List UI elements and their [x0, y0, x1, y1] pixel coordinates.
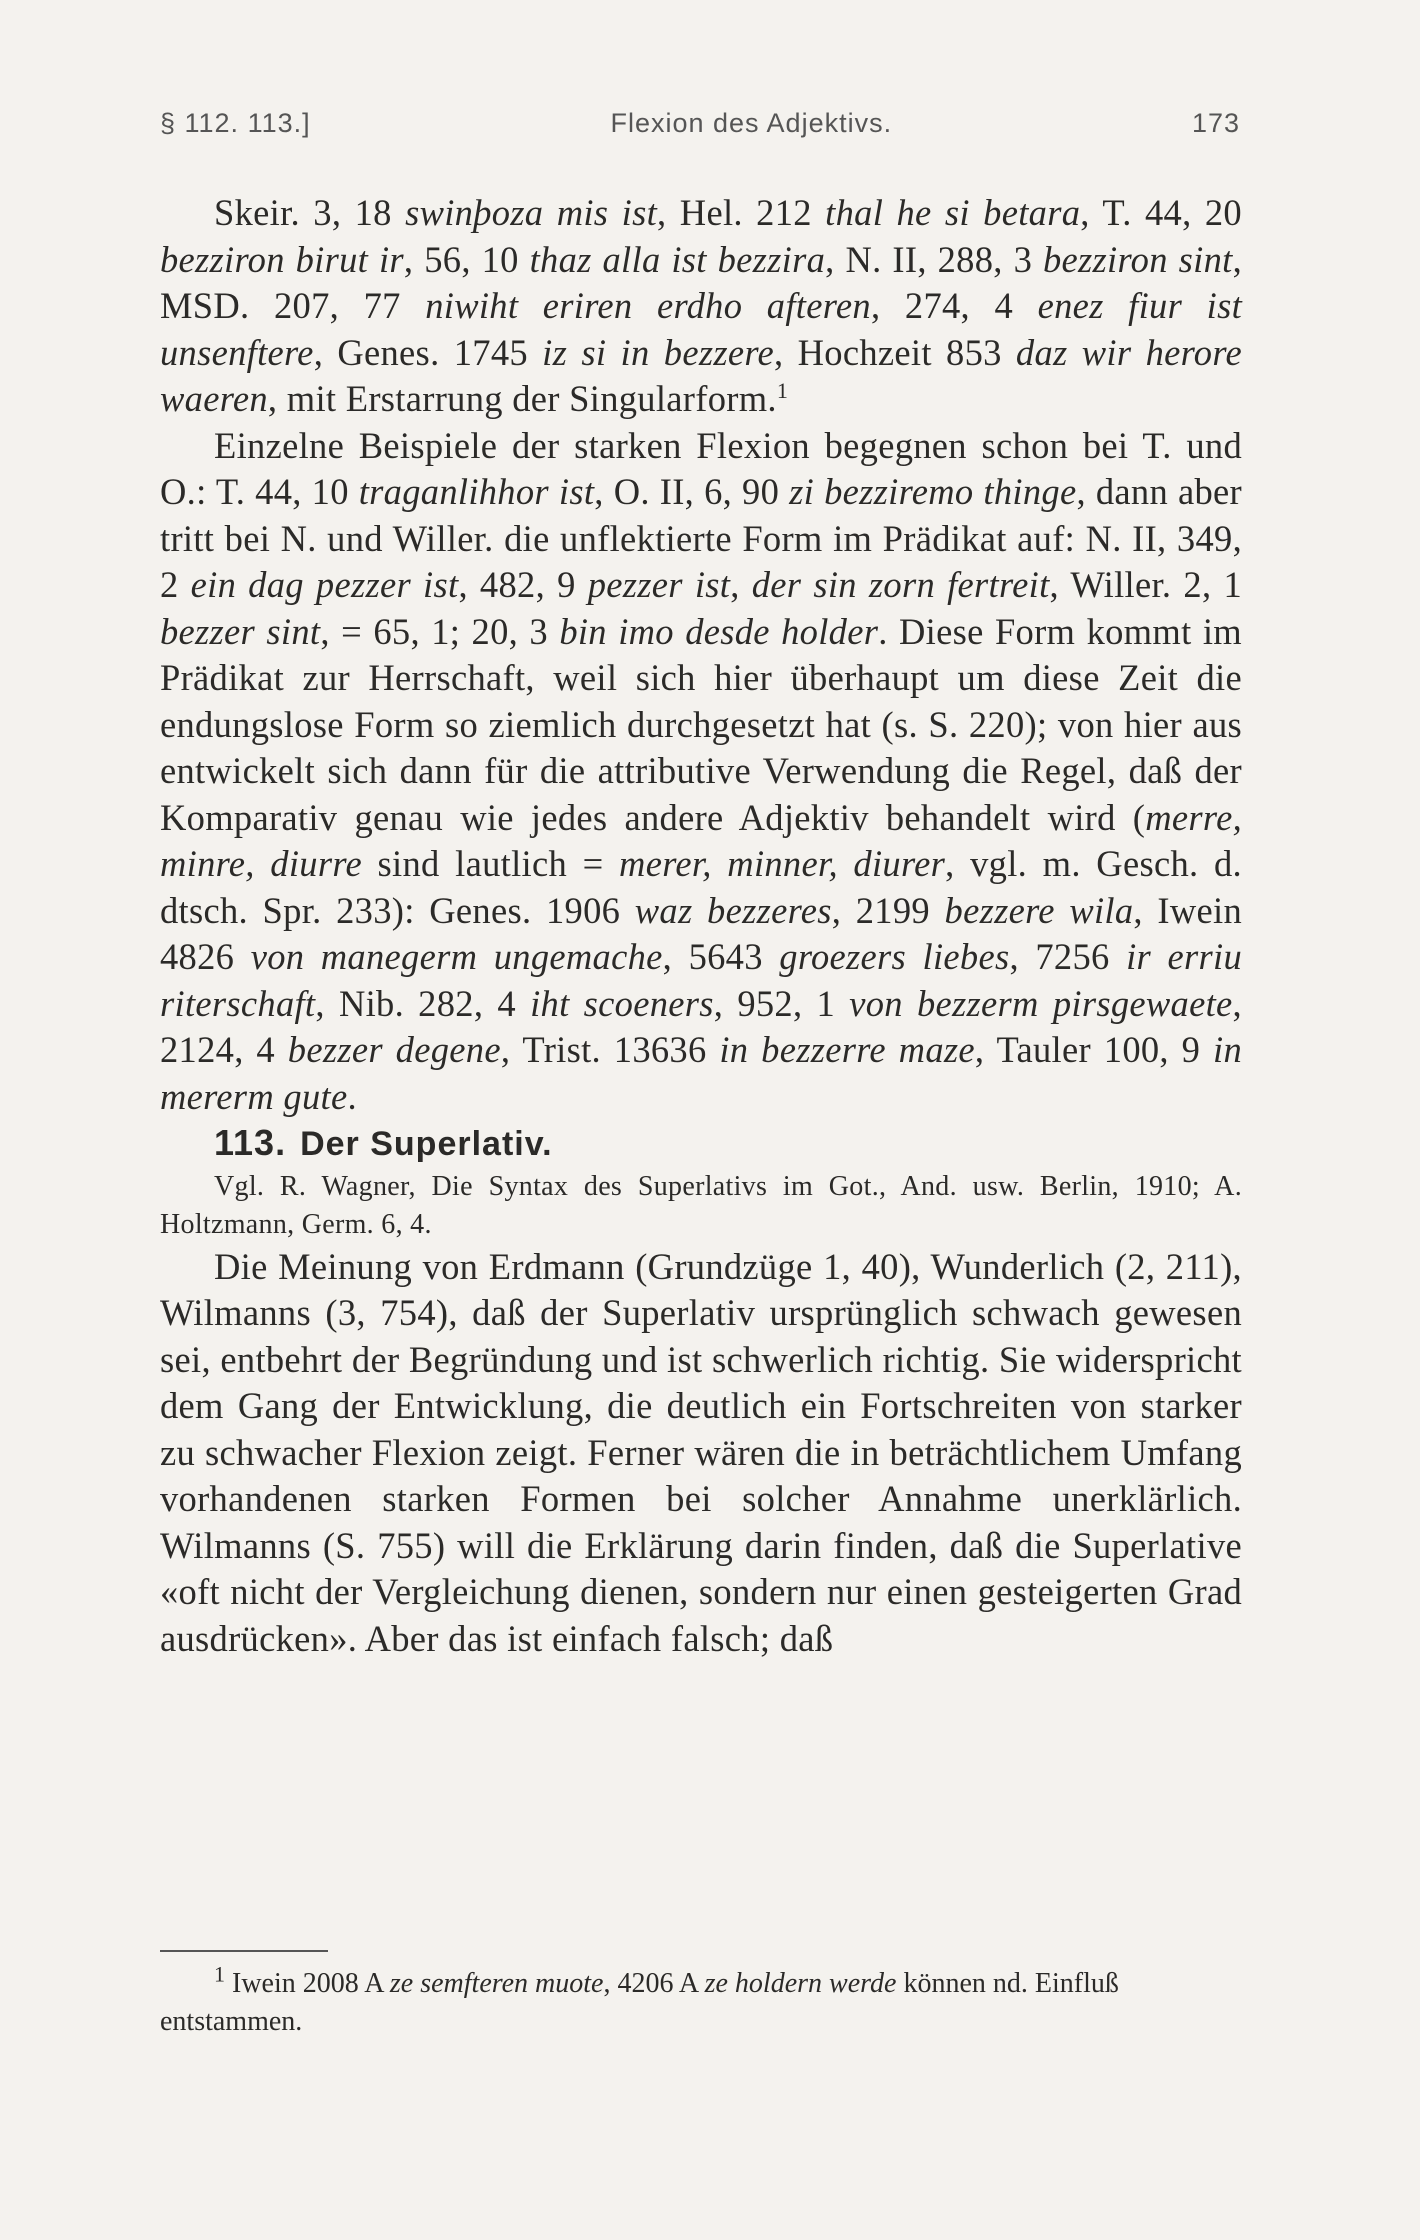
footnote-marker: 1: [776, 377, 789, 403]
footnote-divider: [160, 1950, 328, 1952]
page-body: [160, 190, 1242, 1662]
page-number: 173: [1191, 108, 1240, 138]
section-number: 113.: [214, 1122, 287, 1163]
header-section-ref: § 112. 113.]: [160, 108, 311, 138]
literature-reference: Vgl. R. Wagner, Die Syntax des Superlativs im Got., And. usw. Berlin, 1910; A. Holtzmann, Germ. 6, 4.: [160, 1170, 1242, 1240]
footnote-number: 1: [214, 1961, 225, 1987]
running-header: [160, 108, 1240, 139]
paragraph-superlative: Die Meinung von Erdmann (Grundzüge 1, 40), Wunderlich (2, 211), Wilmanns (3, 754), daß der Superlativ ursprünglich schwach gewesen sei, entbehrt der Begründung und ist schwerlich richtig. Sie widerspricht dem Gang der Entwicklung, die deutlich ein Fortschreiten von starker zu schwacher Flexion zeigt. Ferner wären die in beträchtlichem Umfang vorhandenen starken Formen bei solcher Annahme unerklärlich. Wilmanns (S. 755) will die Erklärung darin finden, daß die Superlative «oft nicht der Vergleichung dienen, sondern nur einen gesteigerten Grad ausdrücken». Aber das ist einfach falsch; daß: [160, 1245, 1242, 1659]
footnote: $^1$ Iwein 2008 A ze semfteren muote, 4206 A ze holdern werde können nd. Einfluß entstammen.: [160, 1961, 1119, 2037]
paragraph-examples-weak: Skeir. 3, 18 swinþoza mis ist, Hel. 212 thal he si betara, T. 44, 20 bezziron birut ir, 56, 10 thaz alla ist bezzira, N. II, 288, 3 bezziron sint, MSD. 207, 77 niwiht eriren erdho afteren, 274, 4 enez fiur ist unsenftere, Genes. 1745 iz si in bezzere, Hochzeit 853 daz wir herore waeren, mit Erstarrung der Singularform.$^1$: [160, 192, 1243, 419]
paragraph-strong-flexion: Einzelne Beispiele der starken Flexion begegnen schon bei T. und O.: T. 44, 10 traganlihhor ist, O. II, 6, 90 zi bezziremo thinge, dann aber tritt bei N. und Willer. die unflektierte Form im Prädikat auf: N. II, 349, 2 ein dag pezzer ist, 482, 9 pezzer ist, der sin zorn fertreit, Willer. 2, 1 bezzer sint, = 65, 1; 20, 3 bin imo desde holder. Diese Form kommt im Prädikat zur Herrschaft, weil sich hier überhaupt um diese Zeit die endungslose Form so ziemlich durchgesetzt hat (s. S. 220); von hier aus entwickelt sich dann für die attributive Verwendung die Regel, daß der Komparativ genau wie jedes andere Adjektiv behandelt wird (merre, minre, diurre sind lautlich = merer, minner, diurer, vgl. m. Gesch. d. dtsch. Spr. 233): Genes. 1906 waz bezzeres, 2199 bezzere wila, Iwein 4826 von manegerm ungemache, 5643 groezers liebes, 7256 ir erriu riterschaft, Nib. 282, 4 iht scoeners, 952, 1 von bezzerm pirsgewaete, 2124, 4 bezzer degene, Trist. 13636 in bezzerre maze, Tauler 100, 9 in mererm gute.: [160, 424, 1243, 1117]
header-title: Flexion des Adjektivs.: [610, 108, 893, 138]
section-heading: [160, 1120, 1242, 1168]
section-title: Der Superlativ.: [300, 1125, 553, 1163]
